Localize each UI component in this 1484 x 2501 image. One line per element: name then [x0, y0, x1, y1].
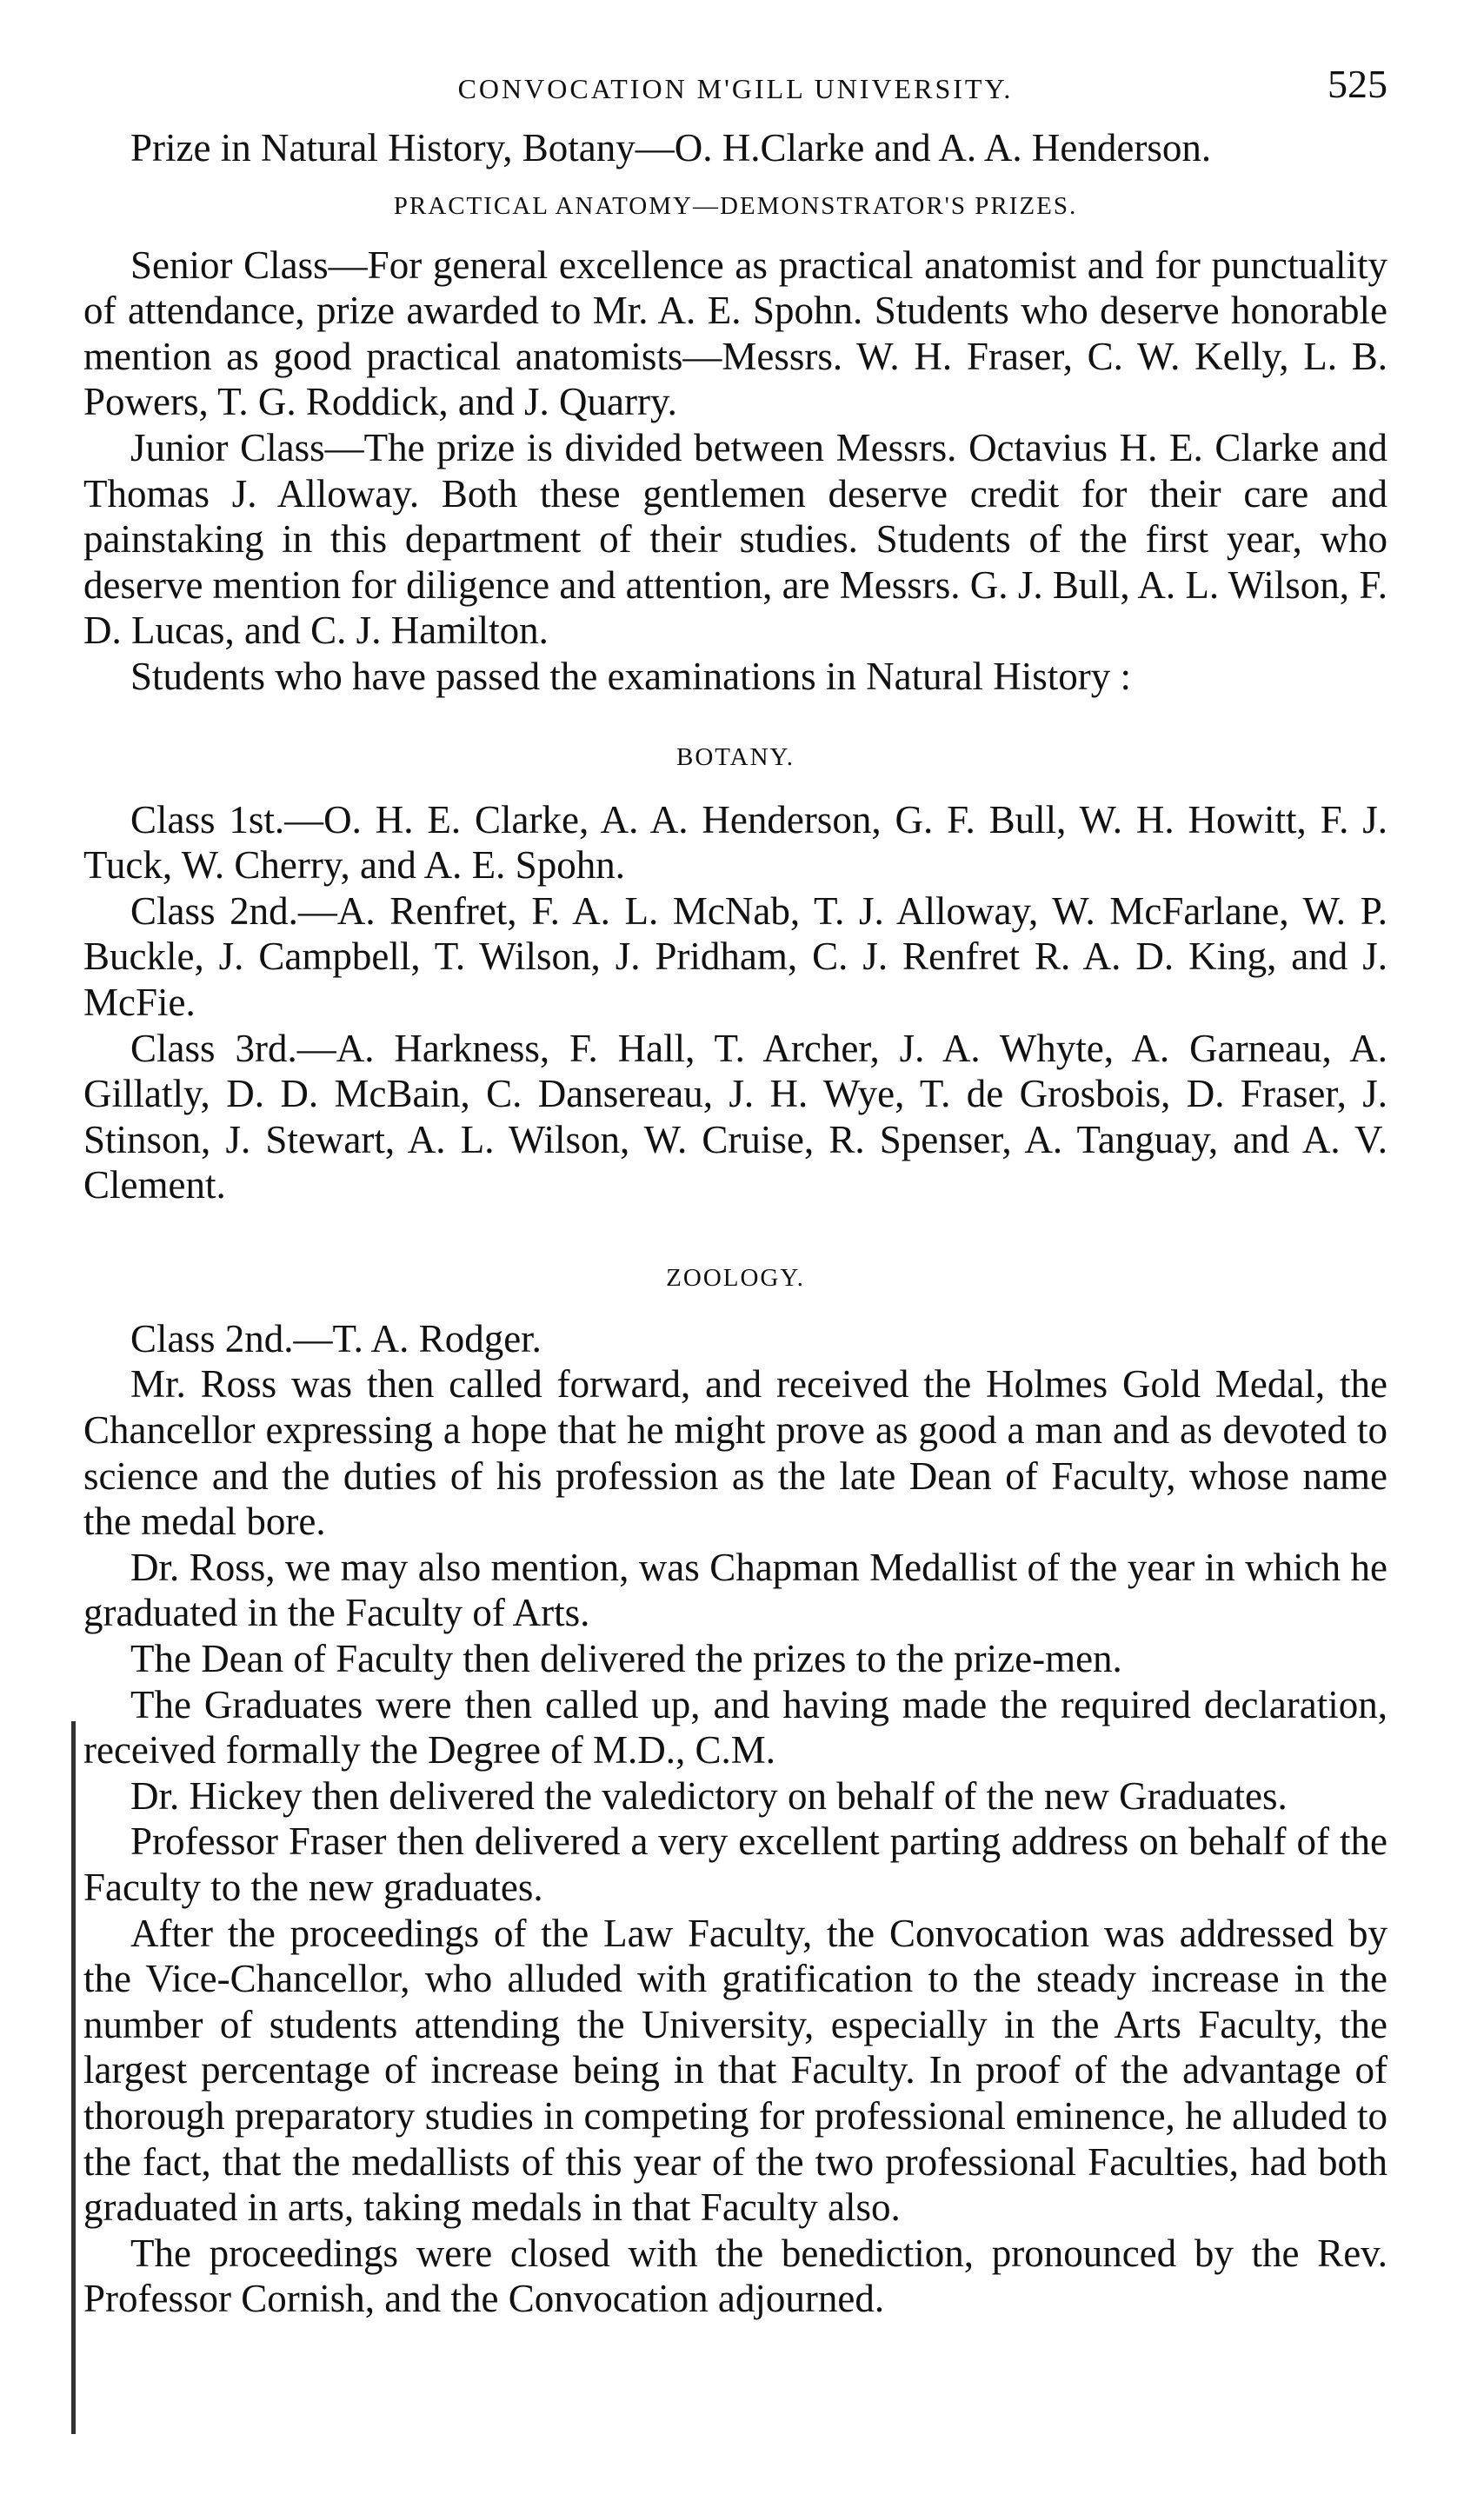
- section-heading-anatomy: PRACTICAL ANATOMY—DEMONSTRATOR'S PRIZES.: [393, 191, 1078, 220]
- paragraph-valedictory: Dr. Hickey then delivered the valedictory on behalf of the new Graduates.: [130, 1773, 1288, 1818]
- botany-class-3: Class 3rd.—A. Harkness, F. Hall, T. Archer, J. A. Whyte, A. Garneau, A. Gillatly, D. D. McBain, C. Dansereau, J. H. Wye, T. de Grosbois, D. Fraser, J. Stinson, J. Stewart, A. L. Wilson, W. Cruise, R. Spenser, A. Tanguay, and A. V. Clement.: [83, 1026, 1388, 1207]
- zoology-class-2: Class 2nd.—T. A. Rodger.: [130, 1316, 542, 1360]
- page: [83, 61, 1388, 2322]
- paragraph-chapman-medallist: Dr. Ross, we may also mention, was Chapman Medallist of the year in which he graduated in the Faculty of Arts.: [83, 1545, 1388, 1635]
- running-title: CONVOCATION M'GILL UNIVERSITY.: [457, 73, 1014, 104]
- section-heading-botany: BOTANY.: [675, 742, 795, 771]
- paragraph-vice-chancellor: After the proceedings of the Law Faculty, the Convocation was addressed by the Vice-Chancellor, who alluded with gratification to the steady increase in the number of students attending the University, especially in the Arts Faculty, the largest percentage of increase being in that Faculty. In proof of the advantage of thorough preparatory studies in competing for professional eminence, he alluded to the fact, that the medallists of this year of the two professional Faculties, had both graduated in arts, taking medals in that Faculty also.: [83, 1911, 1388, 2230]
- section-heading-zoology: ZOOLOGY.: [666, 1263, 805, 1292]
- page-number: 525: [1328, 62, 1388, 106]
- paragraph-benediction: The proceedings were closed with the benediction, pronounced by the Rev. Professor Cornish, and the Convocation adjourned.: [83, 2231, 1388, 2321]
- running-head: [83, 61, 1388, 122]
- prize-line: Prize in Natural History, Botany—O. H.Clarke and A. A. Henderson.: [130, 126, 1212, 170]
- paragraph-senior-class: Senior Class—For general excellence as practical anatomist and for punctuality of attendance, prize awarded to Mr. A. E. Spohn. Students who deserve honorable mention as good practical anatomists—Messrs. W. H. Fraser, C. W. Kelly, L. B. Powers, T. G. Roddick, and J. Quarry.: [83, 243, 1388, 424]
- paragraph-holmes-medal: Mr. Ross was then called forward, and received the Holmes Gold Medal, the Chancellor expressing a hope that he might prove as good a man and as devoted to science and the duties of his profession as the late Dean of Faculty, whose name the medal bore.: [83, 1362, 1388, 1544]
- botany-class-2: Class 2nd.—A. Renfret, F. A. L. McNab, T. J. Alloway, W. McFarlane, W. P. Buckle, J. Campbell, T. Wilson, J. Pridham, C. J. Renfret R. A. D. King, and J. McFie.: [83, 888, 1388, 1024]
- paragraph-junior-class: Junior Class—The prize is divided between Messrs. Octavius H. E. Clarke and Thomas J. Alloway. Both these gentlemen deserve credit for their care and painstaking in this department of their studies. Students of the first year, who deserve mention for diligence and attention, are Messrs. G. J. Bull, A. L. Wilson, F. D. Lucas, and C. J. Hamilton.: [83, 425, 1388, 653]
- paragraph-graduates-degree: The Graduates were then called up, and having made the required declaration, received formally the Degree of M.D., C.M.: [83, 1682, 1388, 1773]
- botany-class-1: Class 1st.—O. H. E. Clarke, A. A. Henderson, G. F. Bull, W. H. Howitt, F. J. Tuck, W. Cherry, and A. E. Spohn.: [83, 797, 1388, 888]
- margin-scan-rule: [71, 1721, 76, 2434]
- paragraph-parting-address: Professor Fraser then delivered a very excellent parting address on behalf of the Faculty to the new graduates.: [83, 1819, 1388, 1909]
- paragraph-natural-history: Students who have passed the examinations in Natural History :: [130, 654, 1132, 698]
- paragraph-dean-prizes: The Dean of Faculty then delivered the prizes to the prize-men.: [130, 1637, 1122, 1681]
